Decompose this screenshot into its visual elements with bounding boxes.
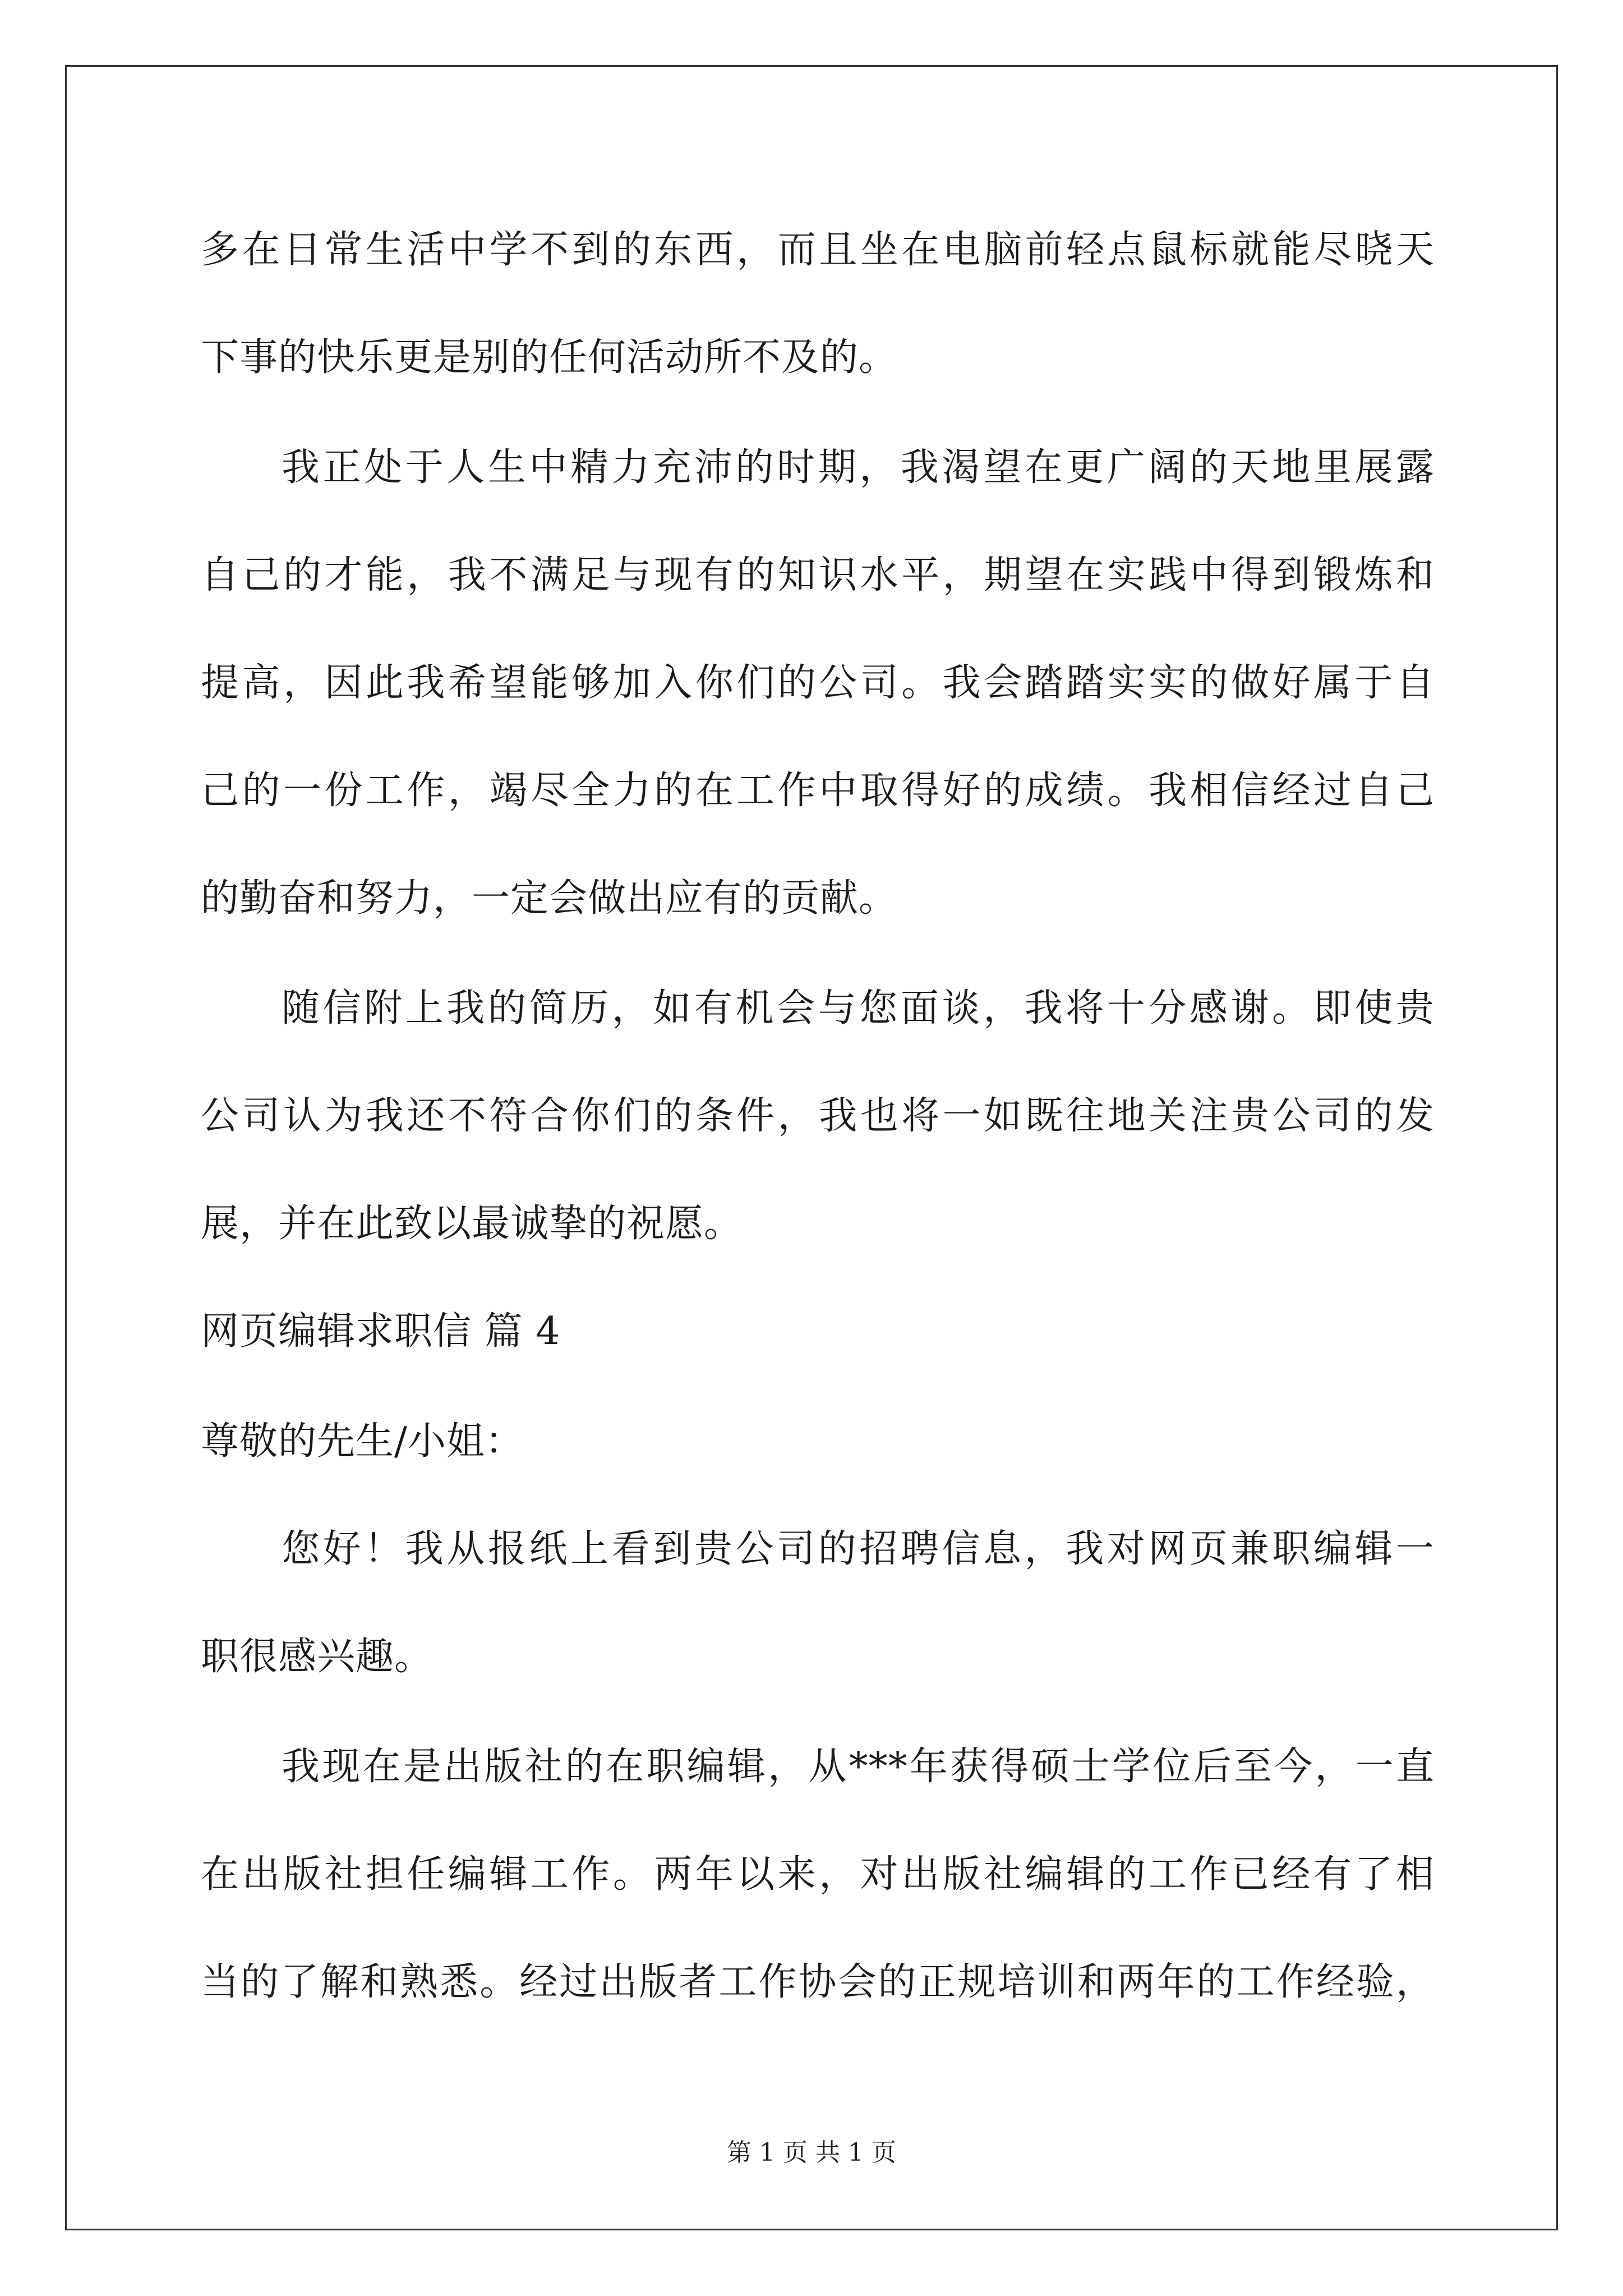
paragraph-line: 您好！我从报纸上看到贵公司的招聘信息，我对网页兼职编辑一 [282, 1527, 1435, 1571]
paragraph-line: 提高，因此我希望能够加入你们的公司。我会踏踏实实的做好属于自 [201, 661, 1435, 705]
paragraph-line: 当的了解和熟悉。经过出版者工作协会的正规培训和两年的工作经验， [201, 1960, 1435, 2004]
paragraph-line: 自己的才能，我不满足与现有的知识水平，期望在实践中得到锻炼和 [201, 553, 1435, 597]
paragraph-line: 随信附上我的简历，如有机会与您面谈，我将十分感谢。即使贵 [282, 986, 1435, 1030]
paragraph-line: 的勤奋和努力，一定会做出应有的贡献。 [201, 876, 898, 921]
paragraph-line: 在出版社担任编辑工作。两年以来，对出版社编辑的工作已经有了相 [201, 1852, 1435, 1897]
paragraph-line: 己的一份工作，竭尽全力的在工作中取得好的成绩。我相信经过自己 [201, 769, 1435, 813]
page-border [65, 65, 1558, 2230]
paragraph-line: 我现在是出版社的在职编辑，从***年获得硕士学位后至今，一直 [282, 1745, 1435, 1789]
salutation: 尊敬的先生/小姐： [201, 1419, 524, 1464]
paragraph-line: 我正处于人生中精力充沛的时期，我渴望在更广阔的天地里展露 [282, 445, 1435, 490]
paragraph-line: 多在日常生活中学不到的东西，而且坐在电脑前轻点鼠标就能尽晓天 [201, 228, 1435, 272]
paragraph-line: 公司认为我还不符合你们的条件，我也将一如既往地关注贵公司的发 [201, 1094, 1435, 1138]
section-heading: 网页编辑求职信 篇 4 [201, 1309, 561, 1354]
paragraph-line: 下事的快乐更是别的任何活动所不及的。 [201, 335, 898, 380]
paragraph-line: 职很感兴趣。 [201, 1635, 434, 1679]
page-number-footer: 第 1 页 共 1 页 [727, 2138, 896, 2167]
paragraph-line: 展，并在此致以最诚挚的祝愿。 [201, 1202, 743, 1246]
